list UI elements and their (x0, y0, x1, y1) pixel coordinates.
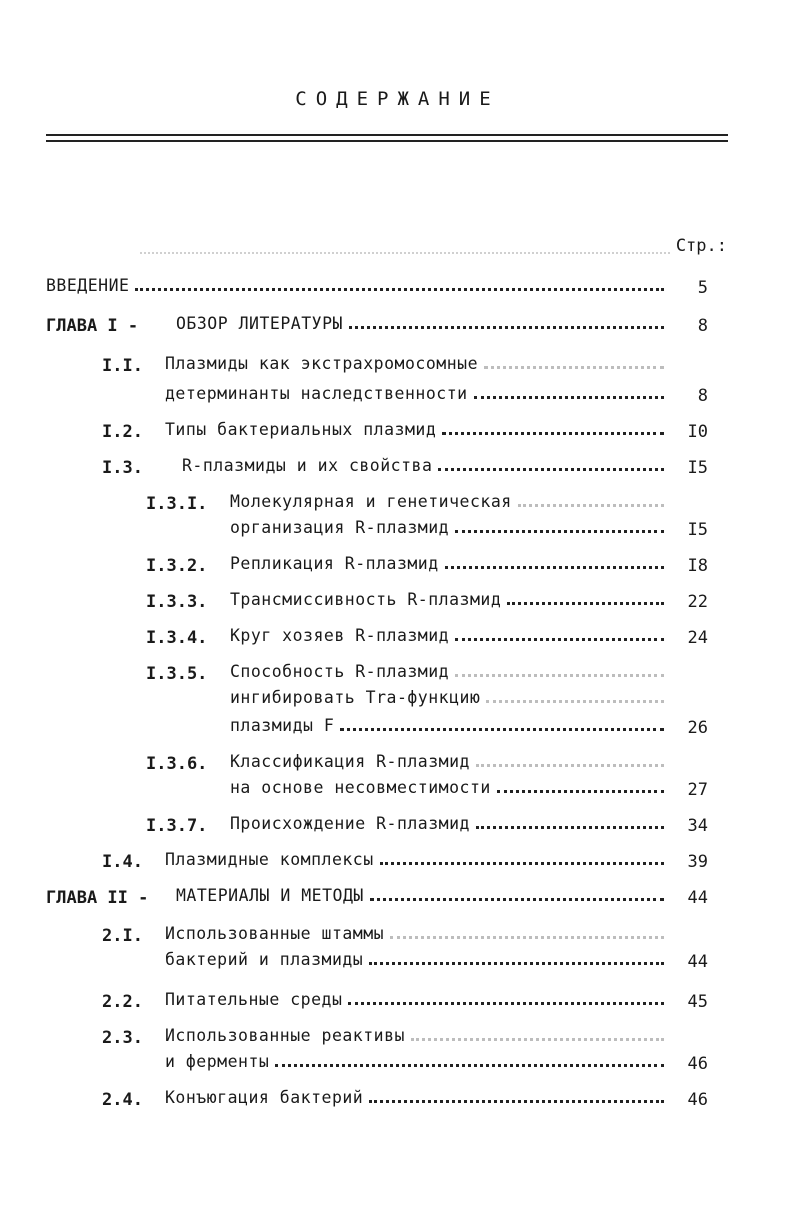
toc-page-number: 24 (687, 628, 708, 648)
toc-leader-dots (474, 395, 664, 399)
toc-entry-line (230, 626, 670, 645)
toc-entry-line (230, 778, 670, 797)
toc-entry-line (46, 276, 670, 295)
toc-entry-text: Способность R-плазмид (230, 662, 450, 681)
toc-entry-text: МАТЕРИАЛЫ И МЕТОДЫ (176, 886, 364, 905)
toc-entry-text: Питательные среды (165, 990, 343, 1009)
toc-page-number: I5 (687, 520, 708, 540)
toc-leader-dots (476, 763, 664, 767)
toc-number: I.3.I. (146, 494, 208, 514)
toc-page-number: 44 (687, 888, 708, 908)
toc-entry-text: и ферменты (165, 1052, 270, 1071)
toc-number: I.4. (102, 852, 143, 872)
toc-page-number: 26 (687, 718, 708, 738)
toc-entry-line (230, 716, 670, 735)
toc-entry-line (165, 850, 670, 869)
toc-leader-dots (455, 529, 664, 533)
toc-leader-dots (455, 673, 664, 677)
toc-entry-text: Использованные реактивы (165, 1026, 405, 1045)
toc-leader-dots (486, 699, 664, 703)
toc-leader-dots (349, 325, 664, 329)
toc-number: 2.3. (102, 1028, 143, 1048)
toc-leader-dots (497, 789, 664, 793)
toc-page-number: 45 (687, 992, 708, 1012)
toc-entry-text: Трансмиссивность R-плазмид (230, 590, 502, 609)
toc-page-number: 46 (687, 1054, 708, 1074)
header-dots (140, 240, 670, 254)
toc-leader-dots (340, 727, 664, 731)
toc-entry-text: Репликация R-плазмид (230, 554, 439, 573)
toc-leader-dots (348, 1001, 664, 1005)
toc-page-number: 8 (697, 386, 708, 406)
toc-page-number: I5 (687, 458, 708, 478)
toc-leader-dots (369, 961, 664, 965)
toc-entry-text: на основе несовместимости (230, 778, 491, 797)
toc-number: I.3.6. (146, 754, 208, 774)
toc-leader-dots (390, 935, 664, 939)
toc-page-number: 44 (687, 952, 708, 972)
toc-leader-dots (476, 825, 664, 829)
toc-number: I.I. (102, 356, 143, 376)
toc-entry-line (165, 924, 670, 943)
toc-number: I.3.7. (146, 816, 208, 836)
toc-number: I.3.3. (146, 592, 208, 612)
toc-entry-text: организация R-плазмид (230, 518, 450, 537)
toc-number: 2.I. (102, 926, 143, 946)
toc-entry-line (176, 886, 670, 905)
toc-entry-line (176, 314, 670, 333)
toc-entry-line (165, 384, 670, 403)
page-title: СОДЕРЖАНИЕ (295, 88, 500, 110)
toc-number: ГЛАВА II - (46, 888, 149, 908)
toc-entry-text: Происхождение R-плазмид (230, 814, 470, 833)
toc-entry-line (165, 1088, 670, 1107)
toc-entry-text: Круг хозяев R-плазмид (230, 626, 450, 645)
toc-entry-text: детерминанты наследственности (165, 384, 468, 403)
toc-entry-text: Плазмидные комплексы (165, 850, 374, 869)
toc-leader-dots (135, 287, 664, 291)
toc-entry-line (165, 1026, 670, 1045)
toc-entry-line (165, 950, 670, 969)
toc-leader-dots (445, 565, 664, 569)
toc-entry-text: Классификация R-плазмид (230, 752, 470, 771)
toc-entry-line (165, 354, 670, 373)
toc-entry-line (165, 990, 670, 1009)
toc-page-number: 5 (697, 278, 708, 298)
toc-leader-dots (518, 503, 664, 507)
toc-entry-line (230, 492, 670, 511)
toc-page-number: I0 (687, 422, 708, 442)
toc-page-number: 22 (687, 592, 708, 612)
toc-entry-text: Использованные штаммы (165, 924, 385, 943)
toc-leader-dots (455, 637, 664, 641)
toc-entry-line (230, 554, 670, 573)
toc-leader-dots (438, 467, 664, 471)
toc-page-number: 46 (687, 1090, 708, 1110)
toc-leader-dots (411, 1037, 664, 1041)
toc-leader-dots (370, 897, 664, 901)
toc-page-number: 27 (687, 780, 708, 800)
toc-entry-text: бактерий и плазмиды (165, 950, 364, 969)
toc-number: I.3.5. (146, 664, 208, 684)
toc-number: I.3.2. (146, 556, 208, 576)
toc-entry-line (165, 1052, 670, 1071)
toc-entry-text: ингибировать Tra-функцию (230, 688, 481, 707)
toc-entry-text: Молекулярная и генетическая (230, 492, 512, 511)
toc-entry-text: ВВЕДЕНИЕ (46, 276, 130, 295)
toc-leader-dots (275, 1063, 664, 1067)
toc-entry-line (230, 518, 670, 537)
toc-entry-text: ОБЗОР ЛИТЕРАТУРЫ (176, 314, 343, 333)
toc-page-number: 8 (697, 316, 708, 336)
toc-entry-line (230, 688, 670, 707)
toc-leader-dots (369, 1099, 664, 1103)
page-column-label: Стр.: (675, 236, 727, 256)
toc-entry-text: Конъюгация бактерий (165, 1088, 364, 1107)
toc-entry-line (182, 456, 670, 475)
title-rule-top (46, 134, 728, 136)
toc-number: ГЛАВА I - (46, 316, 139, 336)
toc-leader-dots (484, 365, 664, 369)
toc-page-number: 34 (687, 816, 708, 836)
toc-leader-dots (442, 431, 664, 435)
title-rule-bottom (46, 140, 728, 142)
toc-entry-text: Плазмиды как экстрахромосомные (165, 354, 479, 373)
toc-entry-text: Типы бактериальных плазмид (165, 420, 437, 439)
toc-entry-line (230, 752, 670, 771)
toc-entry-line (230, 814, 670, 833)
toc-entry-line (230, 590, 670, 609)
toc-leader-dots (507, 601, 664, 605)
toc-page-number: 39 (687, 852, 708, 872)
toc-number: I.2. (102, 422, 143, 442)
toc-number: I.3. (102, 458, 143, 478)
toc-entry-text: плазмиды F (230, 716, 335, 735)
toc-leader-dots (380, 861, 664, 865)
toc-page-number: I8 (687, 556, 708, 576)
toc-number: I.3.4. (146, 628, 208, 648)
toc-entry-line (230, 662, 670, 681)
toc-number: 2.4. (102, 1090, 143, 1110)
toc-entry-text: R-плазмиды и их свойства (182, 456, 433, 475)
toc-entry-line (165, 420, 670, 439)
toc-number: 2.2. (102, 992, 143, 1012)
